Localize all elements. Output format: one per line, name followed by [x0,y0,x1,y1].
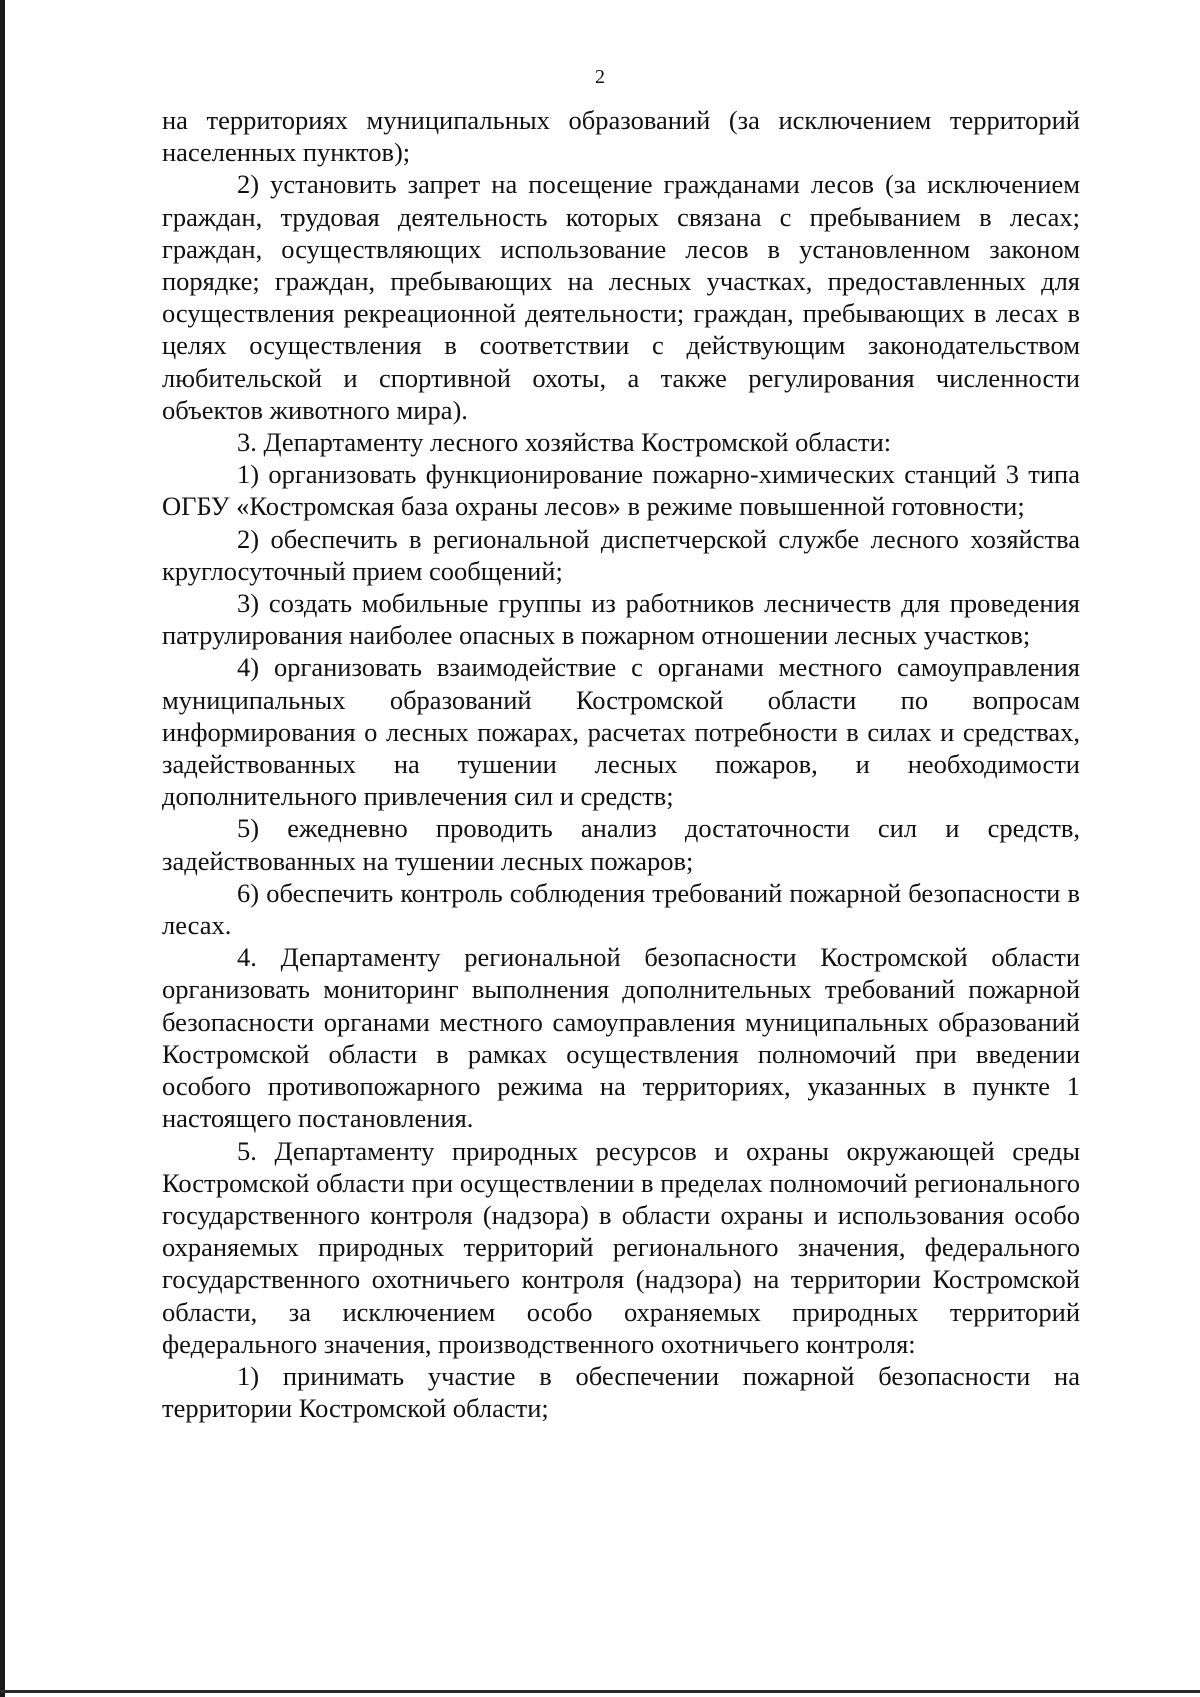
page-number: 2 [595,66,605,88]
paragraph: 3) создать мобильные группы из работников лесничеств для проведения патрулирования наиболее опасных в пожарном отношении лесных участков; [162,588,1080,651]
paragraph: 4) организовать взаимодействие с органами местного самоуправления муниципальных образований Костромской области по вопросам информирования о лесных пожарах, расчетах потребности в силах и средствах, задействованных на тушении лесных пожаров, и необходимости дополнительного привлечения сил и средств; [162,652,1080,812]
document-body [162,104,1080,1424]
paragraph: 5. Департаменту природных ресурсов и охраны окружающей среды Костромской области при осуществлении в пределах полномочий регионального государственного контроля (надзора) в области охраны и использования особо охраняемых природных территорий регионального значения, федерального государственного охотничьего контроля (надзора) на территории Костромской области, за исключением особо охраняемых природных территорий федерального значения, производственного охотничьего контроля: [162,1135,1080,1359]
paragraph: 1) организовать функционирование пожарно-химических станций 3 типа ОГБУ «Костромская база охраны лесов» в режиме повышенной готовности; [162,459,1080,522]
paragraph: 6) обеспечить контроль соблюдения требований пожарной безопасности в лесах. [162,877,1080,941]
scan-border-bottom [0,1690,1200,1693]
scan-border-left [0,0,5,1697]
paragraph: 3. Департаменту лесного хозяйства Костромской области: [237,427,892,458]
paragraph: 2) обеспечить в региональной диспетчерской службе лесного хозяйства круглосуточный прием сообщений; [162,523,1080,586]
paragraph: 5) ежедневно проводить анализ достаточности сил и средств, задействованных на тушении лесных пожаров; [162,813,1080,876]
paragraph: на территориях муниципальных образований (за исключением территорий населенных пунктов); [162,105,1080,168]
paragraph: 1) принимать участие в обеспечении пожарной безопасности на территории Костромской области; [162,1360,1080,1424]
paragraph: 4. Департаменту региональной безопасности Костромской области организовать мониторинг выполнения дополнительных требований пожарной безопасности органами местного самоуправления муниципальных образований Костромской области в рамках осуществления полномочий при введении особого противопожарного режима на территориях, указанных в пункте 1 настоящего постановления. [162,942,1080,1134]
paragraph: 2) установить запрет на посещение гражданами лесов (за исключением граждан, трудовая деятельность которых связана с пребыванием в лесах; граждан, осуществляющих использование лесов в установленном законом порядке; граждан, пребывающих на лесных участках, предоставленных для осуществления рекреационной деятельности; граждан, пребывающих в лесах в целях осуществления в соответствии с действующим законодательством любительской и спортивной охоты, а также регулирования численности объектов животного мира). [162,169,1080,425]
